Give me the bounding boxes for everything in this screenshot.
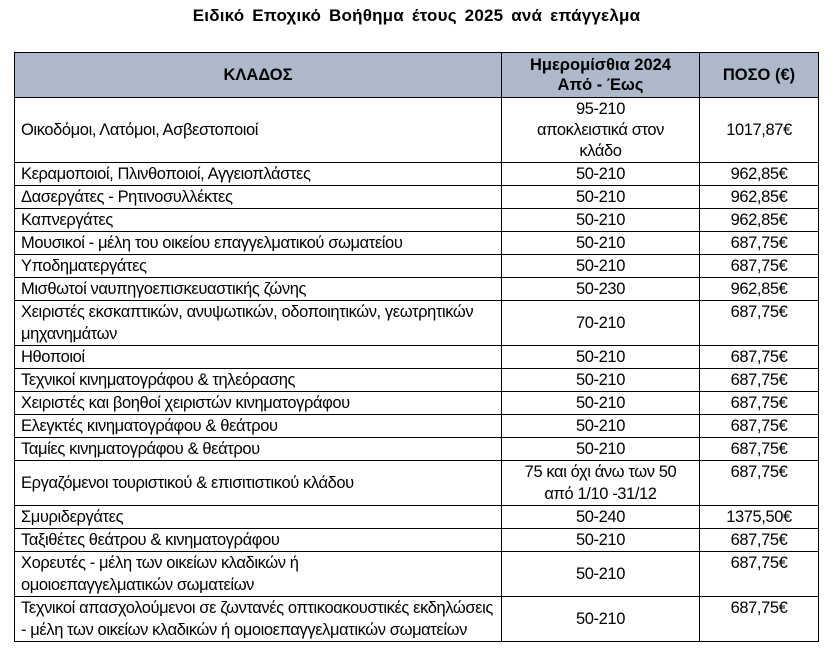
cell-klados: Κεραμοποιοί, Πλινθοποιοί, Αγγειοπλάστες [15, 163, 502, 186]
table-row [15, 392, 819, 415]
cell-klados: Δασεργάτες - Ρητινοσυλλέκτες [15, 186, 502, 209]
cell-hmeromisthia: 50-210 [502, 163, 700, 186]
table-row [15, 415, 819, 438]
cell-poso: 687,75€ [700, 255, 819, 278]
cell-klados: Χορευτές - μέλη των οικείων κλαδικών ή ομοιοεπαγγελματικών σωματείων [15, 552, 502, 597]
cell-hmeromisthia: 50-210 [502, 346, 700, 369]
cell-hmeromisthia: 70-210 [502, 301, 700, 346]
cell-klados: Χειριστές και βοηθοί χειριστών κινηματογράφου [15, 392, 502, 415]
table-row [15, 597, 819, 642]
cell-poso: 1017,87€ [700, 98, 819, 163]
table-row [15, 186, 819, 209]
table-row [15, 209, 819, 232]
cell-poso: 962,85€ [700, 163, 819, 186]
header-hmeromisthia-line2: Από - Έως [557, 76, 644, 94]
cell-hmeromisthia: 50-210 [502, 186, 700, 209]
header-hmeromisthia [502, 53, 700, 98]
table-header-row [15, 53, 819, 98]
cell-klados: Ελεγκτές κινηματογράφου & θεάτρου [15, 415, 502, 438]
cell-poso: 687,75€ [700, 438, 819, 461]
table-row [15, 98, 819, 163]
cell-hmeromisthia: 75 και όχι άνω των 50 από 1/10 -31/12 [502, 461, 700, 506]
table-row [15, 529, 819, 552]
header-klados: ΚΛΑΔΟΣ [15, 53, 502, 98]
cell-poso: 687,75€ [700, 369, 819, 392]
cell-hmeromisthia: 50-210 [502, 438, 700, 461]
cell-hmeromisthia: 50-210 [502, 597, 700, 642]
cell-klados: Ταμίες κινηματογράφου & θεάτρου [15, 438, 502, 461]
cell-klados: Καπνεργάτες [15, 209, 502, 232]
table-row [15, 552, 819, 597]
cell-klados: Ταξιθέτες θεάτρου & κινηματογράφου [15, 529, 502, 552]
table-row [15, 232, 819, 255]
table-row [15, 163, 819, 186]
cell-hmeromisthia: 50-210 [502, 392, 700, 415]
cell-poso: 687,75€ [700, 461, 819, 506]
cell-poso: 1375,50€ [700, 506, 819, 529]
cell-klados: Οικοδόμοι, Λατόμοι, Ασβεστοποιοί [15, 98, 502, 163]
cell-poso: 687,75€ [700, 597, 819, 642]
cell-klados: Μουσικοί - μέλη του οικείου επαγγελματικού σωματείου [15, 232, 502, 255]
header-hmeromisthia-line1: Ημερομίσθια 2024 [529, 56, 672, 74]
cell-hmeromisthia: 50-210 [502, 369, 700, 392]
cell-poso: 962,85€ [700, 186, 819, 209]
cell-klados: Χειριστές εκσκαπτικών, ανυψωτικών, οδοποιητικών, γεωτρητικών μηχανημάτων [15, 301, 502, 346]
cell-klados: Εργαζόμενοι τουριστικού & επισιτιστικού κλάδου [15, 461, 502, 506]
cell-klados: Ηθοποιοί [15, 346, 502, 369]
cell-hmeromisthia: 50-210 [502, 552, 700, 597]
page-title: Ειδικό Εποχικό Βοήθημα έτους 2025 ανά επάγγελμα [192, 6, 641, 25]
cell-hmeromisthia: 50-230 [502, 278, 700, 301]
cell-hmeromisthia: 95-210 αποκλειστικά στον κλάδο [502, 98, 700, 163]
cell-poso: 687,75€ [700, 529, 819, 552]
cell-poso: 687,75€ [700, 392, 819, 415]
cell-poso: 687,75€ [700, 346, 819, 369]
table-row [15, 346, 819, 369]
table-row [15, 506, 819, 529]
header-poso: ΠΟΣΟ (€) [700, 53, 819, 98]
seasonal-benefit-table [14, 52, 819, 642]
cell-poso: 687,75€ [700, 415, 819, 438]
cell-hmeromisthia: 50-240 [502, 506, 700, 529]
cell-hmeromisthia: 50-210 [502, 232, 700, 255]
table-row [15, 369, 819, 392]
table-row [15, 461, 819, 506]
cell-poso: 687,75€ [700, 552, 819, 597]
cell-klados: Σμυριδεργάτες [15, 506, 502, 529]
table-row [15, 255, 819, 278]
cell-klados: Μισθωτοί ναυπηγοεπισκευαστικής ζώνης [15, 278, 502, 301]
cell-hmeromisthia: 50-210 [502, 255, 700, 278]
cell-poso: 687,75€ [700, 232, 819, 255]
cell-hmeromisthia: 50-210 [502, 415, 700, 438]
table-row [15, 438, 819, 461]
table-row [15, 278, 819, 301]
cell-poso: 962,85€ [700, 209, 819, 232]
cell-poso: 962,85€ [700, 278, 819, 301]
table-row [15, 301, 819, 346]
cell-klados: Υποδηματεργάτες [15, 255, 502, 278]
cell-poso: 687,75€ [700, 301, 819, 346]
cell-klados: Τεχνικοί απασχολούμενοι σε ζωντανές οπτικοακουστικές εκδηλώσεις - μέλη των οικείων κλαδικών ή ομοιοεπαγγελματικών σωματείων [15, 597, 502, 642]
cell-hmeromisthia: 50-210 [502, 529, 700, 552]
cell-klados: Τεχνικοί κινηματογράφου & τηλεόρασης [15, 369, 502, 392]
cell-hmeromisthia: 50-210 [502, 209, 700, 232]
